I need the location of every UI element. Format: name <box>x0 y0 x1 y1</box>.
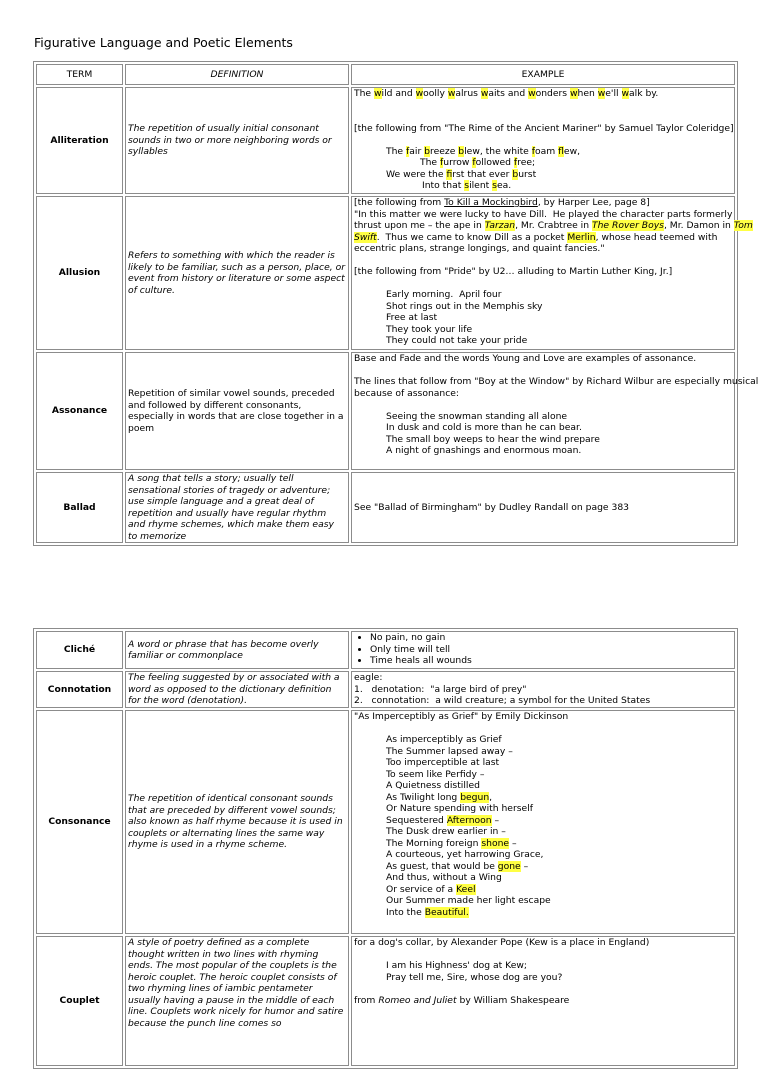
poem-line: Sequestered Afternoon – <box>386 814 500 826</box>
highlighted-letter: w <box>415 88 424 99</box>
highlighted-letter: f <box>558 145 564 157</box>
highlighted-letter: f <box>531 145 535 157</box>
highlighted-letter: f <box>472 157 476 168</box>
table-row <box>36 196 735 350</box>
term-cell: Consonance <box>36 710 123 934</box>
example-cell <box>351 352 759 470</box>
table-header-row <box>36 64 735 85</box>
example-line: Base and Fade and the words Young and Love are examples of assonance. <box>354 353 697 364</box>
poem-line: The furrow followed free; <box>420 157 536 168</box>
cliche-list <box>354 632 732 667</box>
example-line: eccentric plans, strange longings, and quaint fancies." <box>354 243 605 254</box>
poem-line: A courteous, yet harrowing Grace, <box>386 849 544 860</box>
list-item: • Time heals all wounds <box>370 655 732 667</box>
definition-cell: Repetition of similar vowel sounds, preceded and followed by different consonants, especially in words that are close together in a poem <box>125 352 349 470</box>
highlighted-letter: b <box>424 145 430 157</box>
example-line: The lines that follow from "Boy at the Window" by Richard Wilbur are especially musical <box>354 376 759 387</box>
header-definition: DEFINITION <box>125 64 349 85</box>
table-row <box>36 352 735 470</box>
example-line: [the following from "Pride" by U2… alluding to Martin Luther King, Jr.] <box>354 266 673 277</box>
table-row <box>36 936 735 1066</box>
example-cell: See "Ballad of Birmingham" by Dudley Randall on page 383 <box>351 472 735 543</box>
highlighted-letter: f <box>446 168 453 180</box>
glossary-table-1 <box>33 61 759 546</box>
poem-line: Or Nature spending with herself <box>386 803 533 814</box>
example-line: because of assonance: <box>354 387 460 399</box>
term-cell: Assonance <box>36 352 123 470</box>
header-example: EXAMPLE <box>351 64 735 85</box>
term-cell: Couplet <box>36 936 123 1066</box>
example-cell <box>351 710 735 934</box>
example-line: 1. denotation: "a large bird of prey" <box>354 683 527 695</box>
highlighted-letter: w <box>570 88 578 99</box>
example-line: eagle: <box>354 672 383 683</box>
highlighted-letter: f <box>406 145 410 157</box>
table-row <box>36 87 735 194</box>
highlighted-letter: w <box>447 88 456 99</box>
highlighted-letter: f <box>513 157 518 168</box>
example-line: "In this matter we were lucky to have Dill. He played the character parts formerly <box>354 208 733 220</box>
poem-line: Our Summer made her light escape <box>386 895 551 906</box>
poem-line: We were the first that ever burst <box>386 168 537 180</box>
poem-line: As imperceptibly as Grief <box>386 734 502 745</box>
poem-line: Too imperceptible at last <box>386 757 500 768</box>
example-line: [the following from To Kill a Mockingbird, by Harper Lee, page 8] <box>354 197 650 208</box>
example-line: 2. connotation: a wild creature; a symbol for the United States <box>354 695 651 706</box>
header-term: TERM <box>36 64 123 85</box>
example-cell <box>351 936 735 1066</box>
page-title: Figurative Language and Poetic Elements <box>34 35 293 50</box>
poem-line: Or service of a Keel <box>386 883 476 895</box>
poem-line: The Summer lapsed away – <box>386 745 513 757</box>
highlighted-letter: w <box>621 88 630 99</box>
example-cell <box>351 631 735 669</box>
example-cell <box>351 87 735 194</box>
definition-cell: The feeling suggested by or associated with a word as opposed to the dictionary definition for the word (denotation). <box>125 671 349 708</box>
highlighted-letter: w <box>374 88 382 99</box>
poem-line: As guest, that would be gone – <box>386 860 529 872</box>
highlighted-letter: s <box>464 180 470 191</box>
poem-line: And thus, without a Wing <box>386 872 502 883</box>
definition-cell: A word or phrase that has become overly familiar or commonplace <box>125 631 349 669</box>
highlighted-letter: f <box>440 157 444 168</box>
poem-line: A Quietness distilled <box>386 780 480 791</box>
highlighted-letter: b <box>512 168 519 180</box>
term-cell: Cliché <box>36 631 123 669</box>
term-cell: Alliteration <box>36 87 123 194</box>
book-title-link: To Kill a Mockingbird <box>444 197 538 208</box>
poem-line: Pray tell me, Sire, whose dog are you? <box>386 971 563 983</box>
example-line: "As Imperceptibly as Grief" by Emily Dickinson <box>354 711 569 722</box>
poem-line: In dusk and cold is more than he can bear. <box>386 422 582 433</box>
definition-cell: The repetition of identical consonant sounds that are preceded by different vowel sounds; also known as half rhyme because it is used in couplets or alternating lines the same way rhyme is used in a rhyme scheme. <box>125 710 349 934</box>
poem-line: They took your life <box>386 323 473 335</box>
glossary-table-2 <box>33 628 738 1069</box>
term-cell: Allusion <box>36 196 123 350</box>
highlighted-letter: s <box>492 180 497 191</box>
poem-line: To seem like Perfidy – <box>386 768 485 780</box>
poem-line: Into the Beautiful. <box>386 906 469 918</box>
example-line: thrust upon me – the ape in Tarzan, Mr. Crabtree in The Rover Boys, Mr. Damon in Tom <box>354 220 753 231</box>
poem-line: Free at last <box>386 312 438 323</box>
term-cell: Ballad <box>36 472 123 543</box>
definition-cell: Refers to something with which the reader is likely to be familiar, such as a person, place, or event from history or literature or some aspect of culture. <box>125 196 349 350</box>
highlighted-letter: w <box>597 88 606 99</box>
table-row <box>36 710 735 934</box>
poem-line: Into that silent sea. <box>422 180 512 191</box>
example-line: The wild and woolly walrus waits and wonders when we'll walk by. <box>354 88 659 99</box>
poem-line: The fair breeze blew, the white foam flew, <box>386 145 581 157</box>
list-item: • Only time will tell <box>370 644 732 656</box>
example-line: Swift. Thus we came to know Dill as a pocket Merlin, whose head teemed with <box>354 231 718 243</box>
example-cell <box>351 671 735 708</box>
poem-line: Early morning. April four <box>386 289 502 300</box>
table-row <box>36 631 735 669</box>
highlighted-letter: w <box>480 88 489 99</box>
list-item: • No pain, no gain <box>370 632 732 644</box>
term-cell: Connotation <box>36 671 123 708</box>
poem-line: They could not take your pride <box>386 335 528 346</box>
highlighted-letter: w <box>528 88 536 99</box>
poem-line: I am his Highness' dog at Kew; <box>386 960 528 971</box>
poem-line: The small boy weeps to hear the wind prepare <box>386 433 600 445</box>
table-row <box>36 671 735 708</box>
poem-line: The Dusk drew earlier in – <box>386 826 506 837</box>
example-line: from Romeo and Juliet by William Shakespeare <box>354 994 570 1006</box>
poem-line: As Twilight long begun, <box>386 791 493 803</box>
definition-cell: A song that tells a story; usually tell sensational stories of tragedy or adventure; use simple language and a great deal of repetition and usually have regular rhythm and rhyme schemes, which make them easy to memorize <box>125 472 349 543</box>
table-row <box>36 472 735 543</box>
definition-cell: A style of poetry defined as a complete thought written in two lines with rhyming ends. The most popular of the couplets is the heroic couplet. The heroic couplet consists of two rhyming lines of iambic pentameter usually having a pause in the middle of each line. Couplets work nicely for humor and satire because the punch line comes so <box>125 936 349 1066</box>
poem-line: Shot rings out in the Memphis sky <box>386 300 543 312</box>
poem-line: The Morning foreign shone – <box>386 837 517 849</box>
example-line: [the following from "The Rime of the Ancient Mariner" by Samuel Taylor Coleridge] <box>354 122 734 134</box>
poem-line: Seeing the snowman standing all alone <box>386 410 568 422</box>
highlighted-letter: b <box>458 145 465 157</box>
example-cell <box>351 196 753 350</box>
poem-line: A night of gnashings and enormous moan. <box>386 445 582 456</box>
example-line: for a dog's collar, by Alexander Pope (Kew is a place in England) <box>354 937 650 948</box>
definition-cell: The repetition of usually initial consonant sounds in two or more neighboring words or syllables <box>125 87 349 194</box>
